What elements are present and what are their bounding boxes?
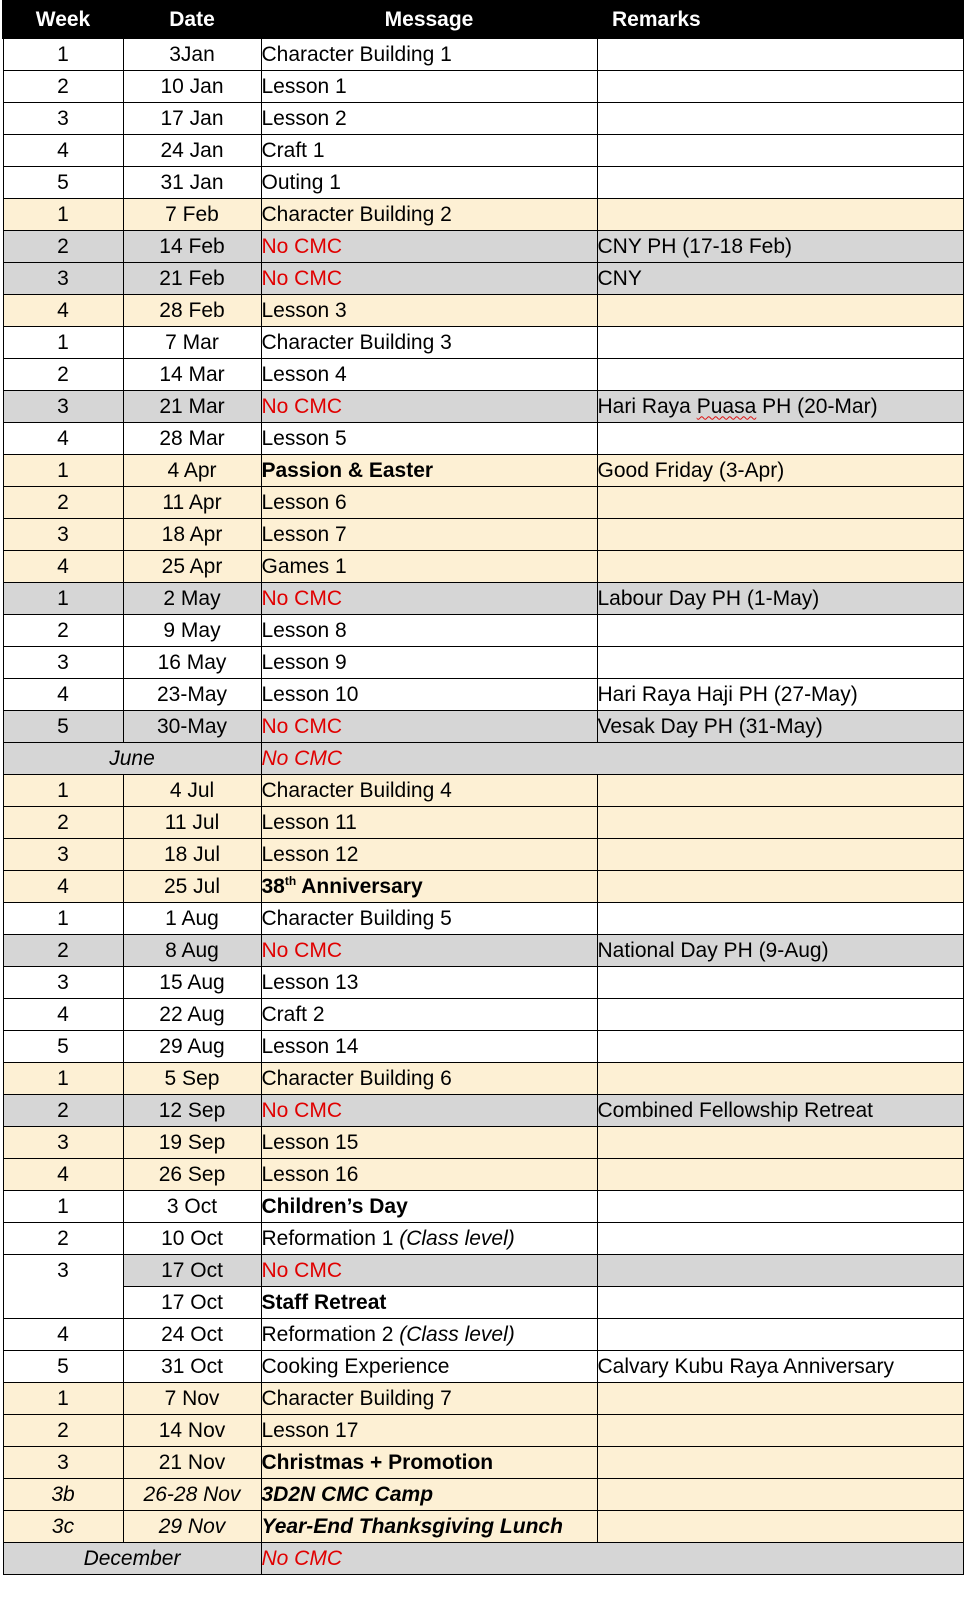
week-cell: 2 — [3, 1223, 123, 1255]
week-cell: 3 — [3, 839, 123, 871]
message-cell: Outing 1 — [261, 167, 597, 199]
message-cell — [261, 1319, 597, 1351]
week-cell: 3b — [3, 1479, 123, 1511]
message-cell: No CMC — [261, 231, 597, 263]
date-cell: 26-28 Nov — [123, 1479, 261, 1511]
table-row — [3, 38, 963, 71]
remarks-cell — [597, 1191, 963, 1223]
date-cell: 17 Jan — [123, 103, 261, 135]
message-text: Reformation 2 — [261, 1322, 400, 1346]
message-cell: Craft 1 — [261, 135, 597, 167]
date-cell: 10 Jan — [123, 71, 261, 103]
table-row — [3, 1127, 963, 1159]
date-cell: 31 Oct — [123, 1351, 261, 1383]
table-row — [3, 71, 963, 103]
week-cell: 3 — [3, 391, 123, 423]
week-cell: 3 — [3, 1127, 123, 1159]
remarks-cell — [597, 1063, 963, 1095]
week-cell: 5 — [3, 711, 123, 743]
message-cell: No CMC — [261, 743, 963, 775]
date-cell: 11 Jul — [123, 807, 261, 839]
remarks-cell — [597, 1447, 963, 1479]
header-week: Week — [3, 1, 123, 38]
remarks-cell — [597, 423, 963, 455]
date-cell: 31 Jan — [123, 167, 261, 199]
table-row — [3, 1543, 963, 1575]
remarks-cell — [597, 1031, 963, 1063]
table-row — [3, 1447, 963, 1479]
message-cell: Lesson 11 — [261, 807, 597, 839]
message-cell: Lesson 17 — [261, 1415, 597, 1447]
message-cell — [261, 871, 597, 903]
month-period-cell: December — [3, 1543, 261, 1575]
ordinal-suffix: th — [284, 873, 297, 888]
remarks-text: PH (20-Mar) — [756, 394, 878, 418]
message-cell: No CMC — [261, 263, 597, 295]
message-cell: No CMC — [261, 1255, 597, 1287]
remarks-cell — [597, 359, 963, 391]
remarks-cell — [597, 199, 963, 231]
class-level-note: (Class level) — [399, 1322, 515, 1346]
date-cell: 16 May — [123, 647, 261, 679]
header-message: Message — [261, 1, 597, 38]
date-cell: 14 Mar — [123, 359, 261, 391]
week-cell: 3 — [3, 103, 123, 135]
remarks-cell — [597, 1255, 963, 1287]
week-cell: 2 — [3, 615, 123, 647]
table-row — [3, 487, 963, 519]
table-row — [3, 1031, 963, 1063]
date-cell: 28 Feb — [123, 295, 261, 327]
date-cell: 14 Nov — [123, 1415, 261, 1447]
week-cell: 2 — [3, 71, 123, 103]
remarks-cell — [597, 1287, 963, 1319]
remarks-cell — [597, 167, 963, 199]
remarks-cell — [597, 807, 963, 839]
table-row — [3, 1191, 963, 1223]
date-cell: 19 Sep — [123, 1127, 261, 1159]
table-row — [3, 1415, 963, 1447]
week-cell: 3 — [3, 647, 123, 679]
message-cell: Lesson 6 — [261, 487, 597, 519]
week-cell: 1 — [3, 583, 123, 615]
week-cell: 4 — [3, 551, 123, 583]
table-row — [3, 199, 963, 231]
date-cell: 17 Oct — [123, 1287, 261, 1319]
message-cell: Lesson 15 — [261, 1127, 597, 1159]
remarks-cell: Combined Fellowship Retreat — [597, 1095, 963, 1127]
date-cell: 12 Sep — [123, 1095, 261, 1127]
week-cell: 4 — [3, 423, 123, 455]
table-row — [3, 935, 963, 967]
table-row — [3, 679, 963, 711]
week-cell: 1 — [3, 455, 123, 487]
anniversary-number: 38 — [261, 874, 285, 898]
date-cell: 25 Jul — [123, 871, 261, 903]
month-period-cell: June — [3, 743, 261, 775]
header-row — [3, 1, 963, 38]
week-cell: 4 — [3, 295, 123, 327]
date-cell: 24 Oct — [123, 1319, 261, 1351]
week-cell: 3 — [3, 1447, 123, 1479]
table-row — [3, 167, 963, 199]
table-row — [3, 231, 963, 263]
date-cell: 18 Jul — [123, 839, 261, 871]
remarks-cell: Vesak Day PH (31-May) — [597, 711, 963, 743]
table-row — [3, 1159, 963, 1191]
remarks-cell — [597, 1383, 963, 1415]
table-row — [3, 583, 963, 615]
week-cell: 2 — [3, 1415, 123, 1447]
anniversary-label: Anniversary — [296, 874, 423, 898]
date-cell: 5 Sep — [123, 1063, 261, 1095]
remarks-cell — [597, 647, 963, 679]
header-date: Date — [123, 1, 261, 38]
remarks-cell — [597, 1511, 963, 1543]
message-cell: Craft 2 — [261, 999, 597, 1031]
week-cell: 3 — [3, 1255, 123, 1319]
message-cell: Lesson 14 — [261, 1031, 597, 1063]
date-cell: 21 Feb — [123, 263, 261, 295]
date-cell: 22 Aug — [123, 999, 261, 1031]
remarks-cell — [597, 551, 963, 583]
message-cell: Lesson 13 — [261, 967, 597, 999]
table-row — [3, 1255, 963, 1287]
message-cell: Lesson 2 — [261, 103, 597, 135]
week-cell: 2 — [3, 359, 123, 391]
remarks-cell — [597, 71, 963, 103]
date-cell: 25 Apr — [123, 551, 261, 583]
remarks-cell: National Day PH (9-Aug) — [597, 935, 963, 967]
remarks-cell — [597, 295, 963, 327]
message-cell: Games 1 — [261, 551, 597, 583]
misspelled-word: Puasa — [696, 394, 757, 418]
table-row — [3, 295, 963, 327]
date-cell: 29 Aug — [123, 1031, 261, 1063]
date-cell: 3Jan — [123, 38, 261, 71]
date-cell: 14 Feb — [123, 231, 261, 263]
table-row — [3, 839, 963, 871]
remarks-cell — [597, 839, 963, 871]
remarks-cell — [597, 775, 963, 807]
message-cell: Lesson 4 — [261, 359, 597, 391]
table-row — [3, 423, 963, 455]
remarks-cell — [597, 903, 963, 935]
week-cell: 1 — [3, 1063, 123, 1095]
table-row — [3, 1223, 963, 1255]
date-cell: 23-May — [123, 679, 261, 711]
date-cell: 28 Mar — [123, 423, 261, 455]
week-cell: 5 — [3, 1351, 123, 1383]
date-cell: 29 Nov — [123, 1511, 261, 1543]
table-row — [3, 647, 963, 679]
remarks-cell — [597, 1479, 963, 1511]
message-cell: Lesson 9 — [261, 647, 597, 679]
message-cell: Lesson 7 — [261, 519, 597, 551]
table-row — [3, 807, 963, 839]
date-cell: 8 Aug — [123, 935, 261, 967]
table-row — [3, 1383, 963, 1415]
table-row — [3, 1287, 963, 1319]
week-cell: 5 — [3, 1031, 123, 1063]
week-cell: 3 — [3, 519, 123, 551]
message-cell: Lesson 16 — [261, 1159, 597, 1191]
remarks-cell — [597, 519, 963, 551]
table-row — [3, 1095, 963, 1127]
week-cell: 4 — [3, 999, 123, 1031]
table-row — [3, 775, 963, 807]
table-row — [3, 327, 963, 359]
message-cell: No CMC — [261, 391, 597, 423]
date-cell: 21 Mar — [123, 391, 261, 423]
week-cell: 2 — [3, 231, 123, 263]
message-cell: Lesson 10 — [261, 679, 597, 711]
message-cell: Lesson 3 — [261, 295, 597, 327]
message-cell: Lesson 12 — [261, 839, 597, 871]
week-cell: 4 — [3, 871, 123, 903]
message-cell — [261, 1223, 597, 1255]
week-cell: 3c — [3, 1511, 123, 1543]
message-cell: Christmas + Promotion — [261, 1447, 597, 1479]
remarks-cell — [597, 1415, 963, 1447]
message-text: Reformation 1 — [261, 1226, 400, 1250]
date-cell: 9 May — [123, 615, 261, 647]
remarks-cell: CNY PH (17-18 Feb) — [597, 231, 963, 263]
date-cell: 17 Oct — [123, 1255, 261, 1287]
week-cell: 4 — [3, 1319, 123, 1351]
week-cell: 3 — [3, 967, 123, 999]
date-cell: 7 Mar — [123, 327, 261, 359]
table-row — [3, 359, 963, 391]
remarks-text: Hari Raya — [597, 394, 697, 418]
message-cell: Character Building 3 — [261, 327, 597, 359]
header-remarks: Remarks — [597, 1, 963, 38]
remarks-cell — [597, 327, 963, 359]
remarks-cell — [597, 999, 963, 1031]
table-row — [3, 1063, 963, 1095]
message-cell: Character Building 7 — [261, 1383, 597, 1415]
table-row — [3, 1319, 963, 1351]
week-cell: 1 — [3, 327, 123, 359]
table-row — [3, 1511, 963, 1543]
week-cell: 1 — [3, 199, 123, 231]
week-cell: 1 — [3, 1191, 123, 1223]
week-cell: 2 — [3, 1095, 123, 1127]
message-cell: No CMC — [261, 711, 597, 743]
remarks-cell — [597, 135, 963, 167]
date-cell: 7 Nov — [123, 1383, 261, 1415]
date-cell: 15 Aug — [123, 967, 261, 999]
remarks-cell — [597, 38, 963, 71]
date-cell: 2 May — [123, 583, 261, 615]
week-cell: 3 — [3, 263, 123, 295]
message-cell: Character Building 2 — [261, 199, 597, 231]
message-cell: Passion & Easter — [261, 455, 597, 487]
week-cell: 1 — [3, 1383, 123, 1415]
message-cell: Children’s Day — [261, 1191, 597, 1223]
remarks-cell — [597, 615, 963, 647]
table-row — [3, 263, 963, 295]
date-cell: 1 Aug — [123, 903, 261, 935]
message-cell: Character Building 6 — [261, 1063, 597, 1095]
date-cell: 18 Apr — [123, 519, 261, 551]
message-cell: Lesson 8 — [261, 615, 597, 647]
week-cell: 2 — [3, 807, 123, 839]
message-cell: No CMC — [261, 1543, 963, 1575]
table-row — [3, 391, 963, 423]
table-row — [3, 519, 963, 551]
date-cell: 30-May — [123, 711, 261, 743]
date-cell: 21 Nov — [123, 1447, 261, 1479]
table-row — [3, 903, 963, 935]
remarks-cell — [597, 967, 963, 999]
date-cell: 10 Oct — [123, 1223, 261, 1255]
table-row — [3, 455, 963, 487]
remarks-cell — [597, 487, 963, 519]
table-row — [3, 615, 963, 647]
week-cell: 2 — [3, 487, 123, 519]
week-cell: 1 — [3, 903, 123, 935]
date-cell: 3 Oct — [123, 1191, 261, 1223]
week-cell: 5 — [3, 167, 123, 199]
table-row — [3, 103, 963, 135]
table-row — [3, 135, 963, 167]
message-cell: No CMC — [261, 1095, 597, 1127]
table-row — [3, 551, 963, 583]
remarks-cell: Calvary Kubu Raya Anniversary — [597, 1351, 963, 1383]
week-cell: 1 — [3, 38, 123, 71]
date-cell: 4 Jul — [123, 775, 261, 807]
date-cell: 11 Apr — [123, 487, 261, 519]
remarks-cell — [597, 1127, 963, 1159]
week-cell: 2 — [3, 935, 123, 967]
message-cell: Character Building 1 — [261, 38, 597, 71]
date-cell: 24 Jan — [123, 135, 261, 167]
table-row — [3, 1351, 963, 1383]
message-cell: No CMC — [261, 583, 597, 615]
week-cell: 4 — [3, 135, 123, 167]
message-cell: Lesson 5 — [261, 423, 597, 455]
message-cell: Character Building 4 — [261, 775, 597, 807]
week-cell: 1 — [3, 775, 123, 807]
date-cell: 4 Apr — [123, 455, 261, 487]
remarks-cell — [597, 1223, 963, 1255]
table-row — [3, 967, 963, 999]
table-row — [3, 1479, 963, 1511]
class-level-note: (Class level) — [399, 1226, 515, 1250]
message-cell: Cooking Experience — [261, 1351, 597, 1383]
remarks-cell: Good Friday (3-Apr) — [597, 455, 963, 487]
table-row — [3, 871, 963, 903]
date-cell: 7 Feb — [123, 199, 261, 231]
message-cell: Staff Retreat — [261, 1287, 597, 1319]
message-cell: No CMC — [261, 935, 597, 967]
table-row — [3, 743, 963, 775]
week-cell: 4 — [3, 679, 123, 711]
message-cell: Character Building 5 — [261, 903, 597, 935]
week-cell: 4 — [3, 1159, 123, 1191]
remarks-cell — [597, 1159, 963, 1191]
remarks-cell — [597, 103, 963, 135]
date-cell: 26 Sep — [123, 1159, 261, 1191]
message-cell: 3D2N CMC Camp — [261, 1479, 597, 1511]
schedule-table — [2, 0, 964, 1575]
table-row — [3, 999, 963, 1031]
remarks-cell — [597, 1319, 963, 1351]
message-cell: Lesson 1 — [261, 71, 597, 103]
message-cell: Year-End Thanksgiving Lunch — [261, 1511, 597, 1543]
table-row — [3, 711, 963, 743]
remarks-cell: Labour Day PH (1-May) — [597, 583, 963, 615]
remarks-cell: CNY — [597, 263, 963, 295]
remarks-cell: Hari Raya Haji PH (27-May) — [597, 679, 963, 711]
remarks-cell — [597, 391, 963, 423]
remarks-cell — [597, 871, 963, 903]
